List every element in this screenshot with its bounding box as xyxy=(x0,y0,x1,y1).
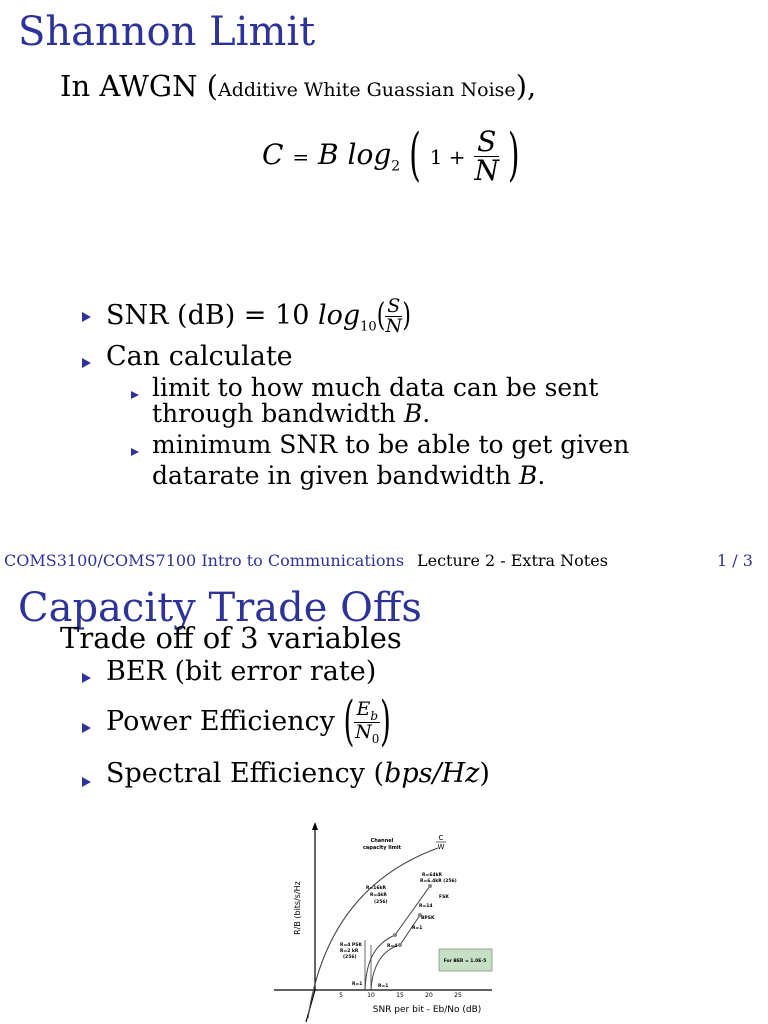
point-label: R=64kR xyxy=(422,873,442,878)
cw-numerator: C xyxy=(438,834,444,842)
eb-symbol: E xyxy=(356,698,371,720)
y-axis-label: R/B (bits/s/Hz xyxy=(293,881,302,935)
spectral-prefix: Spectral Efficiency ( xyxy=(106,758,385,789)
eb-n0-fraction xyxy=(354,700,380,745)
slide1-title: Shannon Limit xyxy=(18,9,316,55)
min-snr-bandwidth-var: B xyxy=(519,461,538,490)
snr-log-base: 10 xyxy=(360,319,377,335)
capacity-figure xyxy=(272,820,502,1024)
eq-one-plus: 1 + xyxy=(429,145,466,169)
snr-open-paren: ( xyxy=(376,297,386,334)
point-r1 xyxy=(398,943,402,947)
spectral-efficiency-bullet xyxy=(106,760,490,787)
x-tick-label: 25 xyxy=(454,992,462,999)
curve-label: capacity limit xyxy=(362,845,402,851)
min-snr-subbullet-line1: minimum SNR to be able to get given xyxy=(152,430,630,459)
point-label: R=1 xyxy=(352,982,363,987)
awgn-intro xyxy=(60,69,537,103)
point-r4 xyxy=(393,933,397,937)
curve-label: Channel xyxy=(370,838,394,844)
footer-page-number: 1 / 3 xyxy=(717,551,753,570)
point-label: (256) xyxy=(343,955,357,960)
sub-bullet-marker xyxy=(131,441,139,460)
snr-db-text: SNR (dB) = 10 xyxy=(106,300,310,331)
sub-bullet-marker xyxy=(131,384,139,403)
footer-course: COMS3100/COMS7100 Intro to Communications xyxy=(4,551,405,570)
cw-denominator: W xyxy=(437,843,445,851)
point-label: R=16kR xyxy=(366,886,386,891)
awgn-intro-expansion: Additive White Guassian Noise xyxy=(218,79,516,101)
snr-db-bullet xyxy=(106,297,411,336)
eq-open-paren: ( xyxy=(409,122,421,189)
x-tick-label: 5 xyxy=(339,992,343,999)
point-label: R=4 xyxy=(387,944,398,949)
snr-signal: S xyxy=(387,295,401,317)
bullet-marker xyxy=(82,772,91,791)
x-tick-label: 20 xyxy=(425,992,433,999)
point-label: R=4 PSK xyxy=(340,943,362,948)
eq-capacity: C xyxy=(262,138,284,171)
bullet-marker xyxy=(82,353,91,372)
point-label: R=2 kR xyxy=(340,949,359,954)
n0-symbol: N xyxy=(355,720,372,743)
limit-bandwidth-var: B xyxy=(403,399,423,428)
x-tick-label: 10 xyxy=(367,992,375,999)
point-r64 xyxy=(428,884,432,888)
slide2-title: Capacity Trade Offs xyxy=(18,585,422,631)
point-label: R=1 xyxy=(412,926,423,931)
ber-legend-text: For BER = 1.0E-5 xyxy=(443,959,487,964)
awgn-intro-suffix: ), xyxy=(515,69,537,103)
eq-log-base: 2 xyxy=(391,158,401,175)
point-label: (256) xyxy=(374,900,388,905)
tradeoff-intro: Trade off of 3 variables xyxy=(60,621,402,655)
footer-lecture: Lecture 2 - Extra Notes xyxy=(417,551,608,570)
x-tick-label: 15 xyxy=(396,992,404,999)
pe-close-paren: ) xyxy=(380,689,391,753)
limit-period: . xyxy=(422,399,431,428)
min-snr-subbullet-line2 xyxy=(152,463,545,488)
point-label: R=4kR xyxy=(370,893,387,898)
can-calculate-bullet: Can calculate xyxy=(106,341,293,372)
snr-log: log xyxy=(317,300,361,331)
point-label: R=14 xyxy=(419,904,433,909)
point-label: R=1 xyxy=(378,984,389,989)
min-snr-line2-text: datarate in given bandwidth xyxy=(152,461,512,490)
eq-noise: N xyxy=(474,154,499,187)
snr-noise: N xyxy=(385,315,403,337)
n0-subscript: 0 xyxy=(371,731,380,746)
limit-subbullet-line1: limit to how much data can be sent xyxy=(152,373,599,402)
point-label: FSK xyxy=(439,895,449,900)
power-efficiency-bullet xyxy=(106,689,391,753)
eq-log: log xyxy=(347,138,392,171)
limit-line2-text: through bandwidth xyxy=(152,399,396,428)
bullet-marker xyxy=(82,307,91,326)
point-label: BPSK xyxy=(421,916,435,921)
eq-equals: = xyxy=(292,145,310,169)
snr-close-paren: ) xyxy=(402,297,411,334)
bullet-marker xyxy=(82,668,91,687)
eb-subscript: b xyxy=(370,708,379,723)
limit-subbullet-line2 xyxy=(152,401,430,426)
snr-fraction xyxy=(385,297,402,336)
point-label: R=6.4kR (256) xyxy=(420,879,457,884)
eq-signal: S xyxy=(474,128,499,157)
eq-snr-fraction xyxy=(474,125,499,187)
min-snr-period: . xyxy=(537,461,546,490)
shannon-equation xyxy=(262,122,520,189)
power-efficiency-text: Power Efficiency xyxy=(106,705,335,737)
eq-bandwidth: B xyxy=(318,138,339,171)
ber-bullet: BER (bit error rate) xyxy=(106,656,377,687)
eq-close-paren: ) xyxy=(507,122,520,189)
x-axis-label: SNR per bit - Eb/No (dB) xyxy=(372,1005,482,1015)
bullet-marker xyxy=(82,718,91,737)
y-axis-arrow xyxy=(312,822,318,830)
awgn-intro-prefix: In AWGN ( xyxy=(60,69,218,103)
pe-open-paren: ( xyxy=(343,689,355,753)
spectral-units: bps/Hz xyxy=(384,758,480,789)
spectral-suffix: ) xyxy=(479,758,490,789)
